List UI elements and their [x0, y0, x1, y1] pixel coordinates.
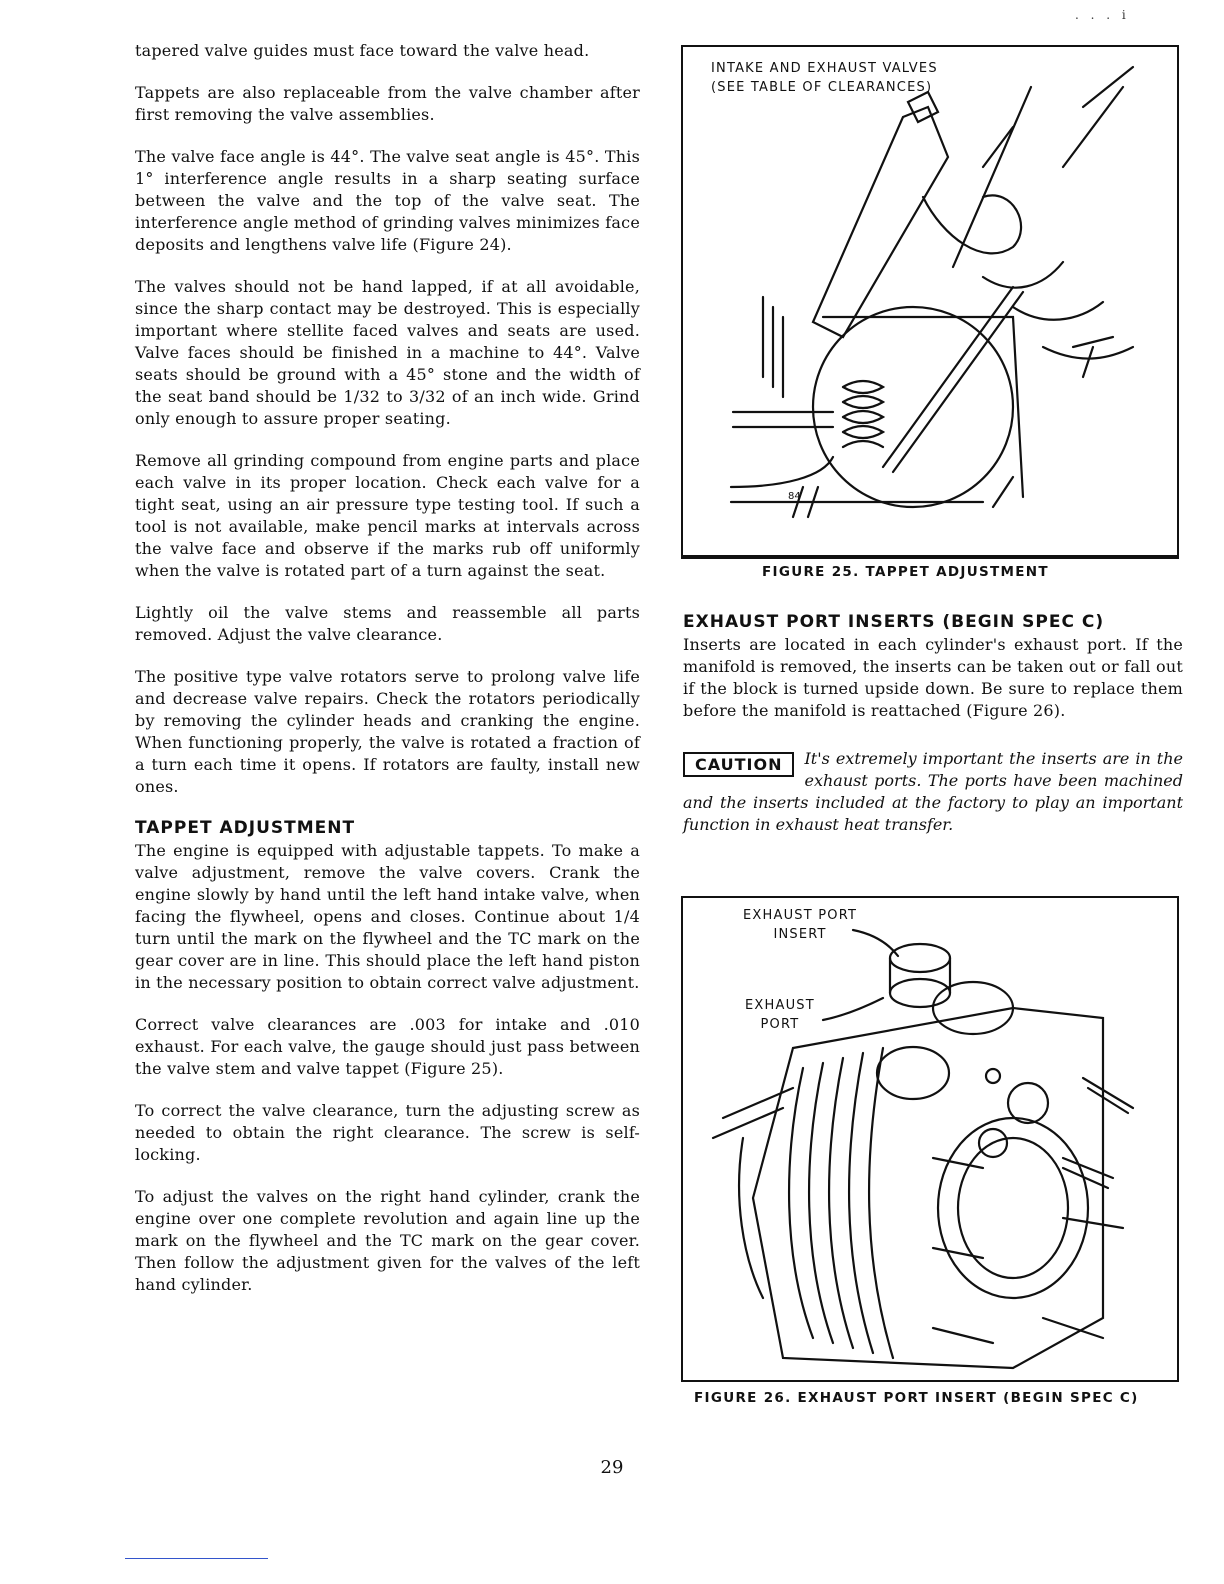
- paragraph: The valve face angle is 44°. The valve seat angle is 45°. This 1° interference angle results in a sharp seating surface between the valve and the top of the valve seat. The interference angle method of grinding valves minimizes face deposits and lengthens valve life (Figure 24).: [135, 147, 640, 254]
- paragraph: To adjust the valves on the right hand cylinder, crank the engine over one complete revolution and again line up the mark on the flywheel and the TC mark on the gear cover. Then follow the adjustment given for the valves of the left hand cylinder.: [135, 1187, 640, 1294]
- tappet-heading: TAPPET ADJUSTMENT: [135, 818, 356, 838]
- figure-25-caption: FIGURE 25. TAPPET ADJUSTMENT: [762, 564, 1049, 580]
- bottom-rule: [125, 1558, 268, 1559]
- paragraph: Tappets are also replaceable from the valve chamber after first removing the valve assemblies.: [135, 83, 640, 124]
- caution-text: It's extremely important the inserts are in the exhaust ports. The ports have been machined and the inserts included at the factory to play an important function in exhaust heat transfer.: [683, 749, 1183, 834]
- figure-25-label-line: INTAKE AND EXHAUST VALVES: [711, 61, 938, 76]
- figure-26-label-line: INSERT: [773, 927, 827, 942]
- paragraph: To correct the valve clearance, turn the adjusting screw as needed to obtain the right clearance. The screw is self-locking.: [135, 1101, 640, 1164]
- caution-badge: CAUTION: [683, 752, 794, 777]
- figure-26-insert-label: [743, 906, 857, 944]
- corner-marks: . . . i: [1075, 8, 1130, 22]
- figure-26-label-line: PORT: [760, 1017, 800, 1032]
- paragraph: The valves should not be hand lapped, if at all avoidable, since the sharp contact may be destroyed. This is especially important where stellite faced valves and seats are used. Valve faces should be finished in a machine to 44°. Valve seats should be ground with a 45° stone and the width of the seat band should be 1/32 to 3/32 of an inch wide. Grind only enough to assure proper seating.: [135, 277, 640, 428]
- exhaust-heading: EXHAUST PORT INSERTS (BEGIN SPEC C): [683, 612, 1105, 632]
- figure-26-box: [681, 896, 1179, 1382]
- paragraph: The engine is equipped with adjustable tappets. To make a valve adjustment, remove the valve covers. Crank the engine slowly by hand until the left hand intake valve, when facing the flywheel, opens and closes. Continue about 1/4 turn until the mark on the flywheel and the TC mark on the gear cover are in line. This should place the left hand piston in the necessary position to obtain correct valve adjustment.: [135, 841, 640, 992]
- figure-25-label-line: (SEE TABLE OF CLEARANCES): [711, 80, 933, 95]
- paragraph: Lightly oil the valve stems and reassemble all parts removed. Adjust the valve clearance.: [135, 603, 640, 644]
- tappet-adjustment-illustration: [683, 47, 1177, 555]
- page-number: 29: [600, 1457, 624, 1478]
- figure-25-box: [681, 45, 1179, 559]
- exhaust-section: [683, 612, 1183, 836]
- paragraph: The positive type valve rotators serve to prolong valve life and decrease valve repairs. Check the rotators periodically by removing the cylinder heads and cranking the engine. When functioning properly, the valve is rotated a fraction of a turn each time it opens. If rotators are faulty, install new ones.: [135, 667, 640, 796]
- figure-26-label-line: EXHAUST PORT: [743, 908, 858, 923]
- figure-25-number: 84: [788, 491, 801, 502]
- paragraph: Correct valve clearances are .003 for intake and .010 exhaust. For each valve, the gauge should just pass between the valve stem and valve tappet (Figure 25).: [135, 1015, 640, 1078]
- paragraph: tapered valve guides must face toward the valve head.: [135, 41, 590, 60]
- figure-26-caption: FIGURE 26. EXHAUST PORT INSERT (BEGIN SPEC C): [694, 1390, 1139, 1406]
- figure-26-label-line: EXHAUST: [745, 998, 815, 1013]
- figure-26-port-label: [745, 996, 815, 1034]
- caution-block: [683, 748, 1183, 836]
- paragraph: Remove all grinding compound from engine parts and place each valve in its proper location. Check each valve for a tight seat, using an air pressure type testing tool. If such a tool is not available, make pencil marks at intervals across the valve face and observe if the marks rub off uniformly when the valve is rotated part of a turn against the seat.: [135, 451, 640, 580]
- figure-25-label: [711, 59, 938, 97]
- paragraph: Inserts are located in each cylinder's exhaust port. If the manifold is removed, the inserts can be taken out or fall out if the block is turned upside down. Be sure to replace them before the manifold is reattached (Figure 26).: [683, 635, 1183, 720]
- left-column: [135, 40, 640, 1316]
- exhaust-port-insert-illustration: [683, 898, 1177, 1380]
